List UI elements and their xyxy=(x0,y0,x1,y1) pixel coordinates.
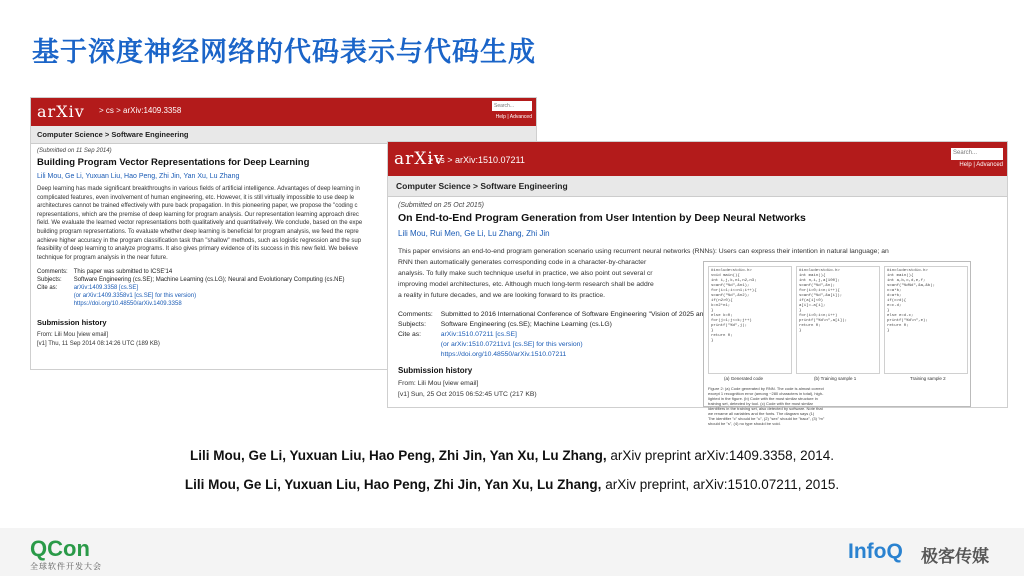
code-line: } xyxy=(799,309,802,313)
geek-media-logo: 极客传媒 xyxy=(921,547,989,567)
figure-caption-c: Training sample 2 xyxy=(910,376,946,381)
submitted-date: (Submitted on 25 Oct 2015) xyxy=(398,202,484,209)
metadata-row xyxy=(398,319,711,329)
code-line: #include<stdio.h> xyxy=(711,269,752,273)
abstract-line: achieve higher accuracy in the program classification task than "shallow" methods, such as logistic regression and the sup xyxy=(37,237,362,244)
code-line: else e=d-c; xyxy=(887,314,914,318)
metadata-value[interactable]: (or arXiv:1409.3358v1 [cs.SE] for this version) xyxy=(73,293,197,300)
metadata-row xyxy=(398,329,711,339)
code-line: } xyxy=(799,329,802,333)
history-line: From: Lili Mou [view email] xyxy=(37,332,109,339)
slide-footer xyxy=(0,528,1024,576)
metadata-row xyxy=(37,276,350,284)
metadata-row xyxy=(398,309,711,319)
code-line: int n,i,j,a[100]; xyxy=(799,279,840,283)
code-generated xyxy=(708,266,792,374)
breadcrumb[interactable]: > cs > arXiv:1409.3358 xyxy=(99,106,182,115)
caption-line: should be "s", (4) no type should be void. xyxy=(708,421,781,426)
submission-history-heading: Submission history xyxy=(37,318,107,328)
code-line: if(n2>0){ xyxy=(711,299,733,303)
category-bar[interactable]: Computer Science > Software Engineering xyxy=(388,176,1007,197)
abstract-line: representations, which are the premise of deep learning for program analysis. Our representation learning approach direc xyxy=(37,211,359,218)
abstract-line: field. We evaluate the learned vector representations both qualitatively and quantitatively. We conclude, based on the expe xyxy=(37,220,363,227)
help-links[interactable]: Help | Advanced xyxy=(959,162,1003,168)
metadata-row xyxy=(37,284,350,292)
code-line: d=a+b; xyxy=(887,294,902,298)
metadata-label xyxy=(37,292,74,300)
history-line: From: Lili Mou [view email] xyxy=(398,380,479,387)
arxiv-logo[interactable]: arXiv xyxy=(37,102,85,121)
code-line: } xyxy=(711,309,714,313)
code-figure xyxy=(703,261,971,426)
code-line: #include<stdio.h> xyxy=(799,269,840,273)
code-line: int main(){ xyxy=(887,274,914,278)
metadata-row xyxy=(398,339,711,349)
code-line: scanf("%d",&n1); xyxy=(711,284,750,288)
history-line: [v1] Thu, 11 Sep 2014 08:14:26 UTC (189 KB) xyxy=(37,341,160,348)
code-line: scanf("%d%d",&a,&b); xyxy=(887,284,936,288)
code-line: for(i=0;i<n;i++){ xyxy=(799,289,840,293)
search-input[interactable]: Search... xyxy=(951,148,1003,160)
citation-source: arXiv preprint, arXiv:1510.07211, 2015. xyxy=(601,477,840,492)
abstract-line: architectures cannot be trained effectively with pure back propagation. In this pioneering paper, we propose the "coding c xyxy=(37,203,358,210)
code-line: a[i]=-a[i]; xyxy=(799,304,826,308)
code-line: scanf("%d",&n2); xyxy=(711,294,750,298)
metadata-row xyxy=(37,300,350,308)
caption-line: training set, detected by tool. (c) Code with the most similar xyxy=(708,401,813,406)
citation-source: arXiv preprint arXiv:1409.3358, 2014. xyxy=(606,448,834,463)
authors-link[interactable]: Lili Mou, Rui Men, Ge Li, Lu Zhang, Zhi Jin xyxy=(398,229,550,238)
abstract-line: improving model architectures, etc. Although much long-term research shall be addre xyxy=(398,281,654,288)
abstract-line: analysis. To fully make such technique useful in practice, we also point out several cr xyxy=(398,270,653,277)
code-line: } xyxy=(887,309,890,313)
metadata-value: Software Engineering (cs.SE); Machine Learning (cs.LG); Neural and Evolutionary Computing (cs.NE) xyxy=(73,277,345,284)
authors-link[interactable]: Lili Mou, Ge Li, Yuxuan Liu, Hao Peng, Zhi Jin, Yan Xu, Lu Zhang xyxy=(37,173,240,180)
code-line: int main(){ xyxy=(799,274,826,278)
paper-title: Building Program Vector Representations for Deep Learning xyxy=(37,157,310,168)
metadata-label xyxy=(398,349,441,359)
caption-line: identifiers in the training set, also detected by software. Note that xyxy=(708,406,823,411)
metadata-label: Comments: xyxy=(398,310,433,318)
arxiv-header xyxy=(388,142,1007,176)
breadcrumb[interactable]: > cs > arXiv:1510.07211 xyxy=(428,155,525,165)
code-line: printf("%d",j); xyxy=(711,324,748,328)
search-input[interactable]: Search... xyxy=(492,101,532,111)
code-line: for(j=1;j<=k;j++) xyxy=(711,319,752,323)
caption-line: except 1 recognition error (among ~280 characters in total), high- xyxy=(708,391,824,396)
code-line: if(c>d){ xyxy=(887,299,907,303)
abstract-line: building program representations. To evaluate whether deep learning is beneficial for program analysis, we feed the repre xyxy=(37,228,359,235)
metadata-value[interactable]: https://doi.org/10.48550/arXiv.1409.3358 xyxy=(73,301,182,308)
metadata-label: Comments: xyxy=(37,269,68,276)
paper-title: On End-to-End Program Generation from User Intention by Deep Neural Networks xyxy=(398,212,806,224)
citation-authors: Lili Mou, Ge Li, Yuxuan Liu, Hao Peng, Zhi Jin, Yan Xu, Lu Zhang, xyxy=(190,448,607,463)
metadata-value[interactable]: arXiv:1510.07211 [cs.SE] xyxy=(440,330,517,338)
abstract-line: complicated features, even involvement of human engineering, etc. However, it is still virtually impossible to use deep le xyxy=(37,194,355,201)
metadata-table xyxy=(37,268,350,308)
metadata-row xyxy=(37,268,350,276)
abstract-line: a reality in future decades, and we are looking forward to its practice. xyxy=(398,292,606,299)
metadata-row xyxy=(398,349,711,359)
code-line: scanf("%d",&n); xyxy=(799,284,836,288)
caption-line: Figure 2: (a) Code generated by RNN. The code is almost correct xyxy=(708,386,824,391)
submission-history-heading: Submission history xyxy=(398,366,473,375)
code-line: #include<stdio.h> xyxy=(887,269,928,273)
figure-caption-text xyxy=(708,386,970,426)
code-line: for(i=0;i<n;i++) xyxy=(799,314,838,318)
metadata-table xyxy=(398,309,711,359)
history-line: [v1] Sun, 25 Oct 2015 06:52:45 UTC (217 KB) xyxy=(398,391,537,398)
code-line: e=c-d; xyxy=(887,304,902,308)
figure-caption-a: (a) Generated code xyxy=(724,376,764,381)
category-bar[interactable]: Computer Science > Software Engineering xyxy=(31,126,536,144)
abstract-line: This paper envisions an end-to-end program generation scenario using recurrent neural networks (RNNs): Users can express their intention in natural language; an xyxy=(398,248,889,255)
abstract-line: Deep learning has made significant breakthroughs in various fields of artificial intelligence. Advantages of deep learning in xyxy=(37,186,360,192)
help-links[interactable]: Help | Advanced xyxy=(495,114,532,120)
figure-caption-b: (b) Training sample 1 xyxy=(814,376,857,381)
caption-line: lighted in the figure. (b) Code with the most similar structure in xyxy=(708,396,818,401)
code-line: int a,b,c,d,e,f; xyxy=(887,279,926,283)
slide-title: 基于深度神经网络的代码表示与代码生成 xyxy=(32,37,536,68)
code-line: else k=0; xyxy=(711,314,733,318)
arxiv-logo[interactable]: arXiv xyxy=(394,149,445,169)
code-training-sample-1 xyxy=(796,266,880,374)
metadata-label: Cite as: xyxy=(398,330,422,338)
code-line: c=a*b; xyxy=(887,289,902,293)
metadata-label xyxy=(37,300,74,308)
infoq-logo: InfoQ xyxy=(848,540,903,563)
code-line: int i,j,k,n1,n2,n3; xyxy=(711,279,757,283)
code-line: } xyxy=(711,329,714,333)
qcon-logo: QCon xyxy=(30,536,90,561)
metadata-value: This paper was submitted to ICSE'14 xyxy=(73,269,173,276)
metadata-label xyxy=(398,339,441,349)
caption-line: The identifier "c" should be "u", (2) "sex" should be "bacz", (3) "m" xyxy=(708,416,825,421)
metadata-label: Subjects: xyxy=(37,277,62,284)
code-line: } xyxy=(887,329,890,333)
citation-authors: Lili Mou, Ge Li, Yuxuan Liu, Hao Peng, Zhi Jin, Yan Xu, Lu Zhang, xyxy=(184,477,602,492)
code-line: for(i=1;i<=n1;i++){ xyxy=(711,289,757,293)
citation-1 xyxy=(0,448,1024,463)
code-line: printf("%d\n",a[i]); xyxy=(799,319,848,323)
code-line: void main(){ xyxy=(711,274,740,278)
metadata-label: Subjects: xyxy=(398,320,426,328)
metadata-value[interactable]: (or arXiv:1510.07211v1 [cs.SE] for this version) xyxy=(440,340,583,348)
code-line: return 0; xyxy=(799,324,821,328)
code-line: } xyxy=(711,339,714,343)
code-line: printf("%d\n",e); xyxy=(887,319,928,323)
caption-line: we rename all variables and the fonts. The diagram says (1) xyxy=(708,411,815,416)
metadata-value[interactable]: arXiv:1409.3358 [cs.SE] xyxy=(73,285,139,292)
citation-2 xyxy=(0,477,1024,492)
metadata-row xyxy=(37,292,350,300)
metadata-label: Cite as: xyxy=(37,285,58,292)
metadata-value[interactable]: https://doi.org/10.48550/arXiv.1510.07211 xyxy=(440,350,567,358)
code-line: return 0; xyxy=(887,324,909,328)
abstract-line: RNN then automatically generates corresponding code in a character-by-character xyxy=(398,259,647,266)
qcon-subtitle: 全球软件开发大会 xyxy=(30,562,102,571)
code-line: scanf("%d",&a[i]); xyxy=(799,294,843,298)
submitted-date: (Submitted on 11 Sep 2014) xyxy=(37,148,112,154)
metadata-value: Submitted to 2016 International Conference of Software Engineering "Vision of 2025 an xyxy=(440,310,704,318)
abstract-line: technique for program analysis in the near future. xyxy=(37,254,168,261)
abstract-line: feasibility of deep learning to analyze programs. It also gives primary evidence of its success in this new field. We believe xyxy=(37,246,359,253)
code-training-sample-2 xyxy=(884,266,968,374)
code-line: return 0; xyxy=(711,334,733,338)
code-line: if(a[i]<0) xyxy=(799,299,824,303)
metadata-value: Software Engineering (cs.SE); Machine Learning (cs.LG) xyxy=(440,320,612,328)
code-line: k=n2*n1; xyxy=(711,304,731,308)
arxiv-header xyxy=(31,98,536,126)
